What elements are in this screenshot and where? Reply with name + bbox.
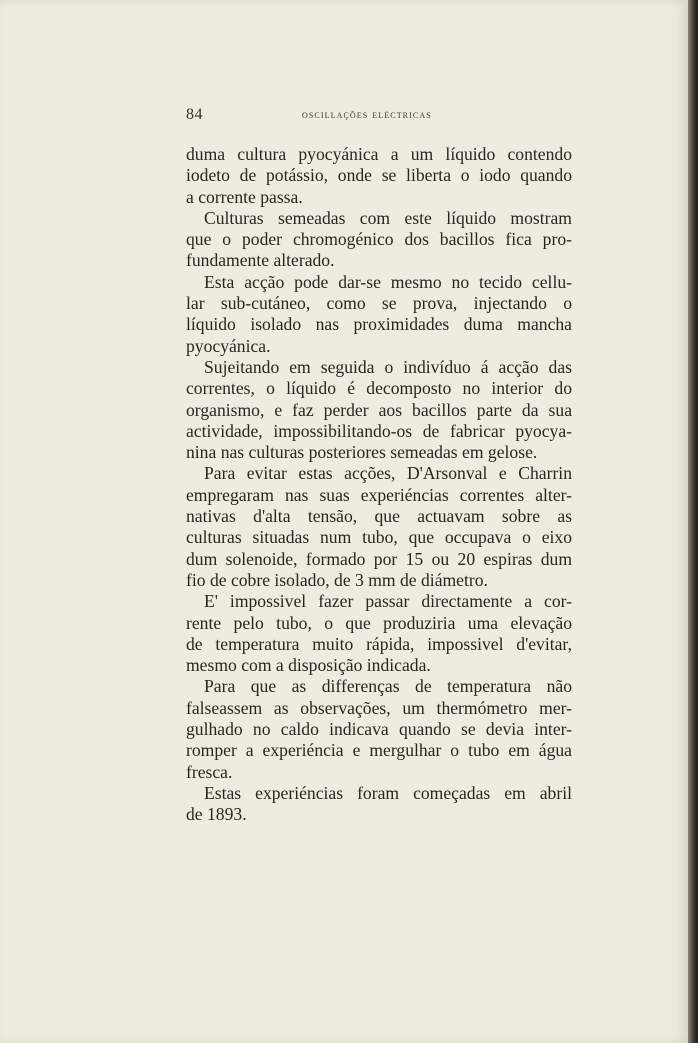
text-line: que o poder chromogénico dos bacillos fica pro- [186, 229, 572, 250]
page-number: 84 [186, 106, 203, 123]
text-line: iodeto de potássio, onde se liberta o iodo quando [186, 165, 572, 186]
body-text [186, 144, 572, 826]
text-line: organismo, e faz perder aos bacillos parte da sua [186, 399, 572, 420]
text-line: nativas d'alta tensão, que actuavam sobre as [186, 506, 572, 527]
text-line: falseassem as observações, um thermómetro mer- [186, 697, 572, 718]
text-line: duma cultura pyocyánica a um líquido contendo [186, 144, 572, 164]
text-line: E' impossivel fazer passar directamente a cor- [204, 591, 572, 612]
text-line: culturas situadas num tubo, que occupava o eixo [186, 527, 572, 548]
text-line: de temperatura muito rápida, impossivel d'evitar, [186, 633, 572, 654]
text-line: Para evitar estas acções, D'Arsonval e Charrin [204, 463, 572, 484]
page-header [186, 106, 572, 128]
text-line: Sujeitando em seguida o indivíduo á acção das [204, 356, 572, 377]
text-line: fio de cobre isolado, de 3 mm de diámetro. [186, 569, 488, 590]
text-line: rente pelo tubo, o que produziria uma elevação [186, 612, 572, 633]
book-spine-edge [688, 0, 698, 1043]
text-line: actividade, impossibilitando-os de fabricar pyocya- [186, 420, 572, 441]
text-line: Estas experiéncias foram começadas em abril [204, 782, 572, 803]
text-line: gulhado no caldo indicava quando se devia inter- [186, 719, 572, 740]
text-line: romper a experiéncia e mergulhar o tubo em água [186, 740, 572, 761]
text-line: dum solenoide, formado por 15 ou 20 espiras dum [186, 548, 572, 569]
text-line: lar sub-cutáneo, como se prova, injectando o [186, 293, 572, 314]
text-line: fundamente alterado. [186, 250, 335, 271]
text-line: correntes, o líquido é decomposto no interior do [186, 378, 572, 399]
text-line: líquido isolado nas proximidades duma mancha [186, 314, 572, 335]
text-line: pyocyánica. [186, 335, 271, 356]
text-line: Para que as differenças de temperatura não [204, 676, 572, 697]
text-line: empregaram nas suas experiéncias correntes alter- [186, 484, 572, 505]
text-line: nina nas culturas posteriores semeadas em gelose. [186, 442, 538, 463]
text-line: Esta acção pode dar-se mesmo no tecido cellu- [204, 271, 572, 292]
running-title: oscillações eléctricas [302, 109, 432, 121]
text-line: de 1893. [186, 804, 247, 825]
text-line: Culturas semeadas com este líquido mostram [204, 207, 572, 228]
text-line: mesmo com a disposição indicada. [186, 655, 431, 676]
text-line: fresca. [186, 761, 233, 782]
text-line: a corrente passa. [186, 186, 303, 207]
